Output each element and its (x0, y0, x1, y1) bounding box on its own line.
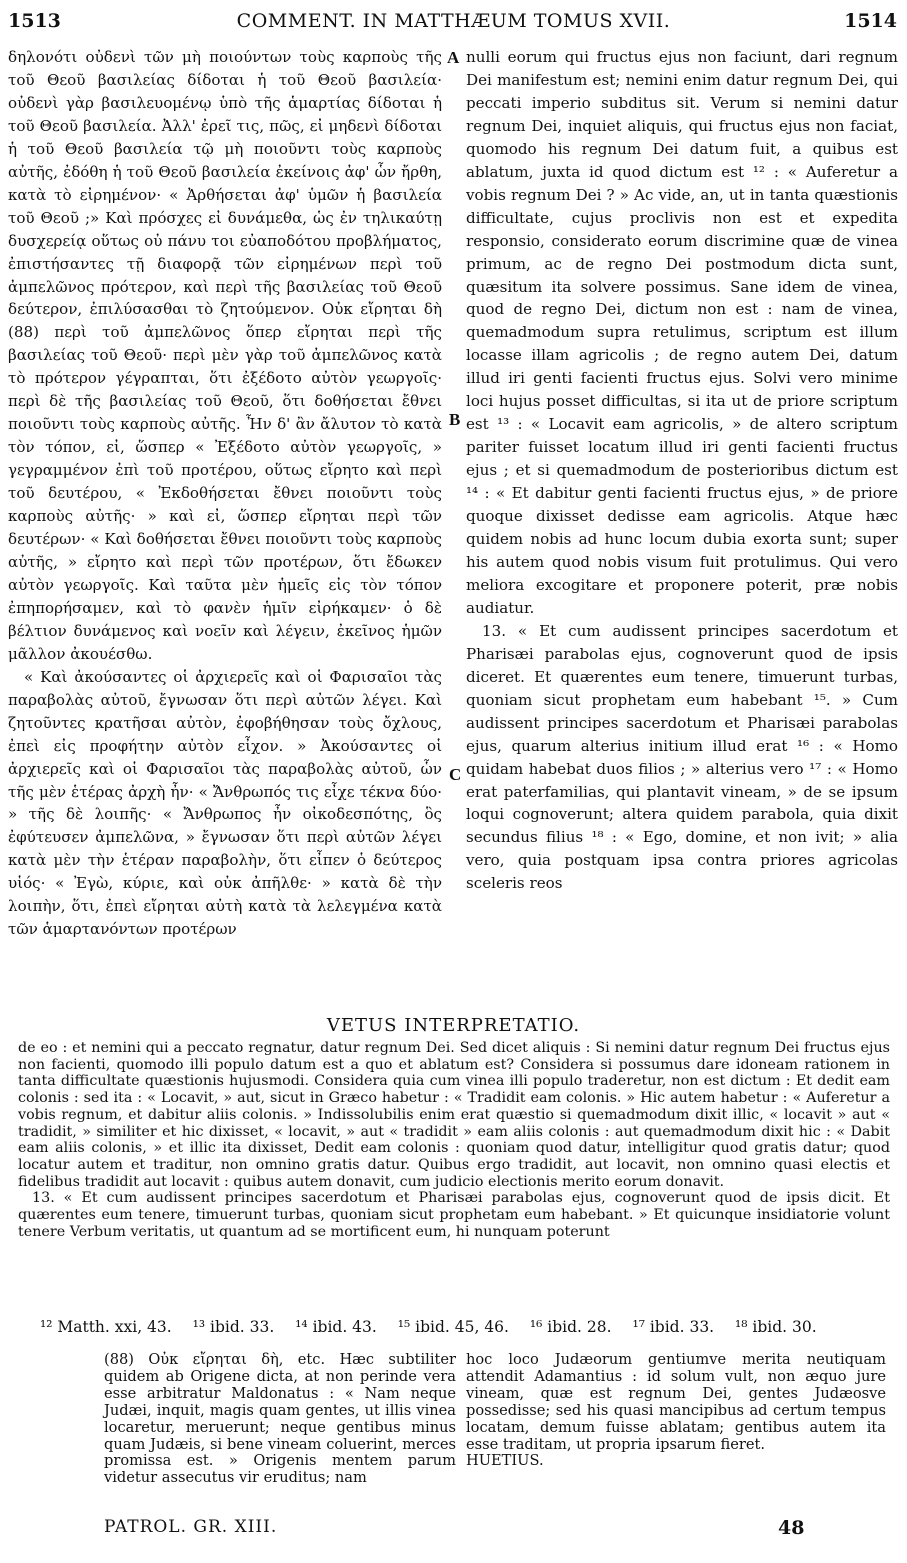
editor-note-right (466, 1352, 886, 1470)
section-title: VETUS INTERPRETATIO. (326, 1015, 581, 1036)
editor-note-left (104, 1352, 456, 1487)
margin-letter-a: A (447, 48, 460, 67)
footer-signature: 48 (778, 1517, 805, 1539)
latin-paragraph: nulli eorum qui fructus ejus non faciunt, dari regnum Dei manifestum est; nemini enim datur regnum Dei, qui peccati imperio subditus sit. Verum si nemini datur regnum Dei, inquiet aliquis, qui fructus ejus non faciat, quomodo his regnum Dei datum fuit, a quibus est ablatum, juxta id quod dictum est ¹² : « Auferetur a vobis regnum Dei ? » Ac vide, an, ut in tanta quæstionis difficultate, cujus proclivis non est et expedita responsio, considerato eorum discrimine quæ de vinea primum, ac de regno Dei postmodum dicta sunt, quæsitum ita solvere possimus. Sane idem de vinea, quod de regno Dei, dictum non est : nam de vinea, quemadmodum supra retulimus, scriptum est illum locasse illam agricolis ; de regno autem Dei, datum illud iri genti facienti fructus ejus. Solvi vero minime loci hujus posset difficultas, si ita ut de priore scriptum est ¹³ : « Locavit eam agricolis, » de altero scriptum pariter fuisset locatum illud iri genti facienti fructus ejus ; et si quemadmodum de posterioribus dictum est ¹⁴ : « Et dabitur genti facienti fructus ejus, » de priore quoque dixisset dedisse eam agricolis. Atque hæc quidem nobis ad hunc locum dubia exorta sunt; super his autem quod nobis visum fuit protulimus. Qui vero meliora excogitare et proponere poterit, præ nobis audiatur. (466, 48, 898, 617)
note-author: HUETIUS. (466, 1452, 544, 1470)
footer-series: PATROL. GR. XIII. (104, 1517, 278, 1537)
page-number-left: 1513 (8, 10, 61, 32)
vetus-paragraph: de eo : et nemini qui a peccato regnatur, datur regnum Dei. Sed dicet aliquis : Si nemini datur regnum Dei fructus ejus non facienti, quomodo illi populo datum est a quo et ablatum est? Considera si possumus dare idoneam rationem in tanta difficultate quæstionis hujusmodi. Considera quia cum vinea illi populo traderetur, non est dictum : Et dedit eam colonis : sed ita : « Locavit, » aut, sicut in Græco habetur : « Tradidit eam colonis. » Hic autem habetur : « Auferetur a vobis regnum, et dabitur aliis colonis. » Indissolubilis enim erat quæstio si quemadmodum dixit illic, « locavit » aut « tradidit, » similiter et hic dixisset, « locavit, » aut « tradidit » eam aliis colonis : aut quemadmodum dixit hic : « Dabit eam aliis colonis, » et illic ita dixisset, Dedit eam colonis : quoniam quod datur, intelligitur quod gratis datur; quod locatur autem et traditur, non omnino gratis datur. Quibus ergo tradidit, aut locavit, non omnino quasi electis et fidelibus tradidit aut locavit : quibus autem donavit, cum judicio electionis merito eorum donavit. (18, 1040, 890, 1190)
page-number-right: 1514 (844, 10, 897, 32)
latin-paragraph: 13. « Et cum audissent principes sacerdotum et Pharisæi parabolas ejus, cognoverunt quod de ipsis diceret. Et quærentes eum tenere, timuerunt turbas, quoniam sicut prophetam eum habebant ¹⁵. » Cum audissent principes sacerdotum et Pharisæi parabolas ejus, quarum alterius initium illud erat ¹⁶ : « Homo quidam habebat duos filios ; » alterius vero ¹⁷ : « Homo erat paterfamilias, qui plantavit vineam, » de se ipsum loqui cognoverunt; altera quidem parabola, quia dixit secundus filius ¹⁸ : « Ego, domine, et non ivit; » alia vero, quia postquam ipsa contra priores agricolas sceleris reos (466, 621, 898, 893)
footnote: ¹³ ibid. 33. (192, 1318, 275, 1336)
footnote: ¹⁷ ibid. 33. (632, 1318, 715, 1336)
greek-paragraph: « Καὶ ἀκούσαντες οἱ ἀρχιερεῖς καὶ οἱ Φαρισαῖοι τὰς παραβολὰς αὐτοῦ, ἔγνωσαν ὅτι περὶ αὐτῶν λέγει. Καὶ ζητοῦντες κρατῆσαι αὐτὸν, ἐφοβήθησαν τοὺς ὄχλους, ἐπεὶ εἰς προφήτην αὐτὸν εἶχον. » Ἀκούσαντες οἱ ἀρχιερεῖς καὶ οἱ Φαρισαῖοι τὰς παραβολὰς αὐτοῦ, ὧν τῆς μὲν ἑτέρας ἀρχὴ ἦν· « Ἄνθρωπός τις εἶχε τέκνα δύο· » τῆς δὲ λοιπῆς· « Ἄνθρωπος ἦν οἰκοδεσπότης, ὃς ἐφύτευσεν ἀμπελῶνα, » ἔγνωσαν ὅτι περὶ αὐτῶν λέγει κατὰ μὲν τὴν ἑτέραν παραβολὴν, ὅτι εἶπεν ὁ δεύτερος υἱός· « Ἐγὼ, κύριε, καὶ οὐκ ἀπῆλθε· » κατὰ δὲ τὴν λοιπὴν, ὅτι, ἐπεὶ εἴρηται αὐτὴ κατὰ τὰ λελεγμένα κατὰ τῶν ἁμαρτανόντων προτέρων (8, 667, 442, 939)
footnote: ¹² Matth. xxi, 43. (40, 1318, 172, 1336)
footnote: ¹⁸ ibid. 30. (735, 1318, 817, 1336)
greek-paragraph: δηλονότι οὐδενὶ τῶν μὴ ποιούντων τοὺς καρποὺς τῆς τοῦ Θεοῦ βασιλείας δίδοται ἡ τοῦ Θεοῦ βασιλεία· οὐδενὶ γὰρ βασιλευομένῳ ὑπὸ τῆς ἁμαρτίας δίδοται ἡ τοῦ Θεοῦ βασιλεία. Ἀλλ' ἐρεῖ τις, πῶς, εἰ μηδενὶ δίδοται ἡ τοῦ Θεοῦ βασιλεία τῷ μὴ ποιοῦντι τοὺς καρποὺς αὐτῆς, ἐδόθη ἡ τοῦ Θεοῦ βασιλεία ἐκείνοις ἀφ' ὧν ἤρθη, κατὰ τὸ εἰρημένον· « Ἀρθήσεται ἀφ' ὑμῶν ἡ βασιλεία τοῦ Θεοῦ ;» Καὶ πρόσχες εἰ δυνάμεθα, ὡς ἐν τηλικαύτῃ δυσχερείᾳ οὕτως οὐ πάνυ τοι εὐαποδότου προβλήματος, ἐπιστήσαντες τῇ διαφορᾷ τῶν εἰρημένων περὶ τοῦ ἀμπελῶνος πρότερον, καὶ περὶ τῆς βασιλείας τοῦ Θεοῦ δεύτερον, ἐπιλύσασθαι τὸ ζητούμενον. Οὐκ εἴρηται δὴ (88) περὶ τοῦ ἀμπελῶνος ὅπερ εἴρηται περὶ τῆς βασιλείας τοῦ Θεοῦ· περὶ μὲν γὰρ τοῦ ἀμπελῶνος κατὰ τὸ πρότερον γέγραπται, ὅτι ἐξέδοτο αὐτὸν γεωργοῖς· περὶ δὲ τῆς βασιλείας τοῦ Θεοῦ, ὅτι δοθήσεται ἔθνει ποιοῦντι τοὺς καρποὺς αὐτῆς. Ἦν δ' ἂν ἄλυτον τὸ κατὰ τὸν τόπον, εἰ, ὥσπερ « Ἐξέδοτο αὐτὸν γεωργοῖς, » γεγραμμένον ἐπὶ τοῦ προτέρου, οὕτως εἴρητο καὶ περὶ τοῦ δευτέρου, « Ἐκδοθήσεται ἔθνει ποιοῦντι τοὺς καρποὺς αὐτῆς· » καὶ εἰ, ὥσπερ εἴρηται περὶ τῶν δευτέρων· « Καὶ δοθήσεται ἔθνει ποιοῦντι τοὺς καρποὺς αὐτῆς, » εἴρητο καὶ περὶ τῶν προτέρων, ὅτι ἔδωκεν αὐτὸν γεωργοῖς. Καὶ ταῦτα μὲν ἡμεῖς εἰς τὸν τόπον ἐπηπορήσαμεν, καὶ τὸ φανὲν ἡμῖν εἰρήκαμεν· ὁ δὲ βέλτιον δυνάμενος καὶ νοεῖν καὶ λέγειν, ἐκεῖνος ἡμῶν μᾶλλον ἀκουέσθω. (8, 48, 442, 663)
note-text: (88) Οὐκ εἴρηται δὴ, etc. Hæc subtiliter quidem ab Origene dicta, at non perinde vera esse arbitratur Maldonatus : « Nam neque Judæi, inquit, magis quam gentes, ut illis vinea locaretur, meruerunt; neque gentibus minus quam Judæis, si bene vineam coluerint, merces promissa est. » Origenis mentem parum videtur assecutus vir eruditus; nam (104, 1351, 456, 1487)
footnote: ¹⁶ ibid. 28. (529, 1318, 612, 1336)
footnotes (40, 1318, 900, 1336)
footnote: ¹⁴ ibid. 43. (295, 1318, 377, 1336)
note-text: hoc loco Judæorum gentiumve merita neutiquam attendit Adamantius : id solum vult, non æquo jure vineam, quæ est regnum Dei, gentes Judæosve possedisse; sed his quasi mancipibus ad certum tempus locatam, demum fuisse ablatam; gentibus autem ita esse traditam, ut propria ipsarum fieret. (466, 1351, 886, 1453)
vetus-paragraph: 13. « Et cum audissent principes sacerdotum et Pharisæi parabolas ejus, cognoverunt quod de ipsis dicit. Et quærentes eum tenere, timuerunt turbas, quoniam sicut prophetam eum habebant. » Et quicunque insidiatorie volunt tenere Verbum veritatis, ut quantum ad se mortificent eum, hi nunquam poterunt (18, 1190, 890, 1240)
vetus-interpretatio (18, 1040, 890, 1240)
latin-column (466, 46, 898, 895)
running-header (0, 10, 907, 40)
greek-column (8, 46, 442, 941)
margin-letter-b: B (449, 410, 461, 429)
footnote: ¹⁵ ibid. 45, 46. (397, 1318, 509, 1336)
margin-letter-c: C (449, 765, 462, 784)
running-title: COMMENT. IN MATTHÆUM TOMUS XVII. (236, 10, 671, 32)
